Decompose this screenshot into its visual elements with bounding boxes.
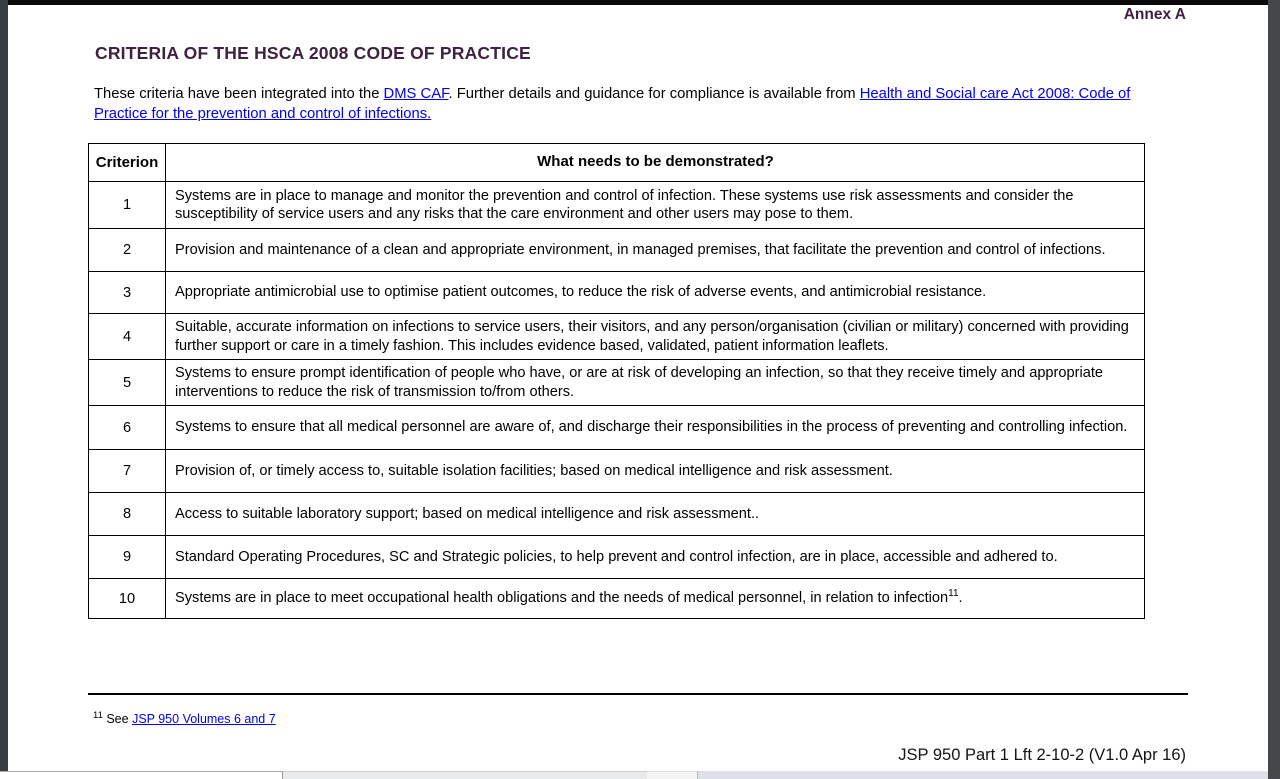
annex-label: Annex A — [1123, 6, 1186, 23]
viewer-top-border — [8, 0, 1268, 5]
document-page — [8, 5, 1268, 771]
intro-text-1: These criteria have been integrated into the — [94, 86, 384, 102]
viewer-right-border — [1268, 0, 1280, 779]
header-demonstrated: What needs to be demonstrated? — [166, 144, 1145, 182]
criterion-text-suffix: . — [958, 590, 963, 607]
criterion-text: Systems are in place to manage and monitor the prevention and control of infection. These systems use risk assessments and consider the susceptibility of service users and any risks that the care environment and other users may pose to them. — [166, 182, 1145, 229]
footnote-reference-marker: 11 — [948, 588, 959, 600]
taskbar-segment-4 — [697, 771, 1280, 779]
footnote-separator — [88, 693, 1188, 695]
table-row — [89, 182, 1145, 229]
criterion-number: 10 — [89, 579, 166, 619]
table-row — [89, 314, 1145, 360]
criterion-number: 6 — [89, 406, 166, 450]
criterion-text: Access to suitable laboratory support; based on medical intelligence and risk assessment.. — [166, 493, 1145, 536]
criterion-text: Systems to ensure that all medical personnel are aware of, and discharge their responsibilities in the process of preventing and controlling infection. — [166, 406, 1145, 450]
page-title: CRITERIA OF THE HSCA 2008 CODE OF PRACTICE — [95, 43, 531, 63]
criterion-number: 4 — [89, 314, 166, 360]
criterion-number: 9 — [89, 536, 166, 579]
jsp-950-volumes-link[interactable]: JSP 950 Volumes 6 and 7 — [132, 712, 276, 726]
table-row — [89, 229, 1145, 272]
criterion-text: Standard Operating Procedures, SC and Strategic policies, to help prevent and control infection, are in place, accessible and adhered to. — [166, 536, 1145, 579]
criterion-text-body: Systems are in place to meet occupational health obligations and the needs of medical personnel, in relation to infection — [175, 590, 949, 607]
footnote-text: See — [102, 712, 133, 726]
footnote-marker: 11 — [93, 709, 103, 721]
criterion-text — [166, 579, 1145, 619]
taskbar-segment-1 — [0, 771, 283, 779]
intro-paragraph — [94, 84, 1152, 124]
criterion-text: Provision and maintenance of a clean and appropriate environment, in managed premises, that facilitate the prevention and control of infections. — [166, 229, 1145, 272]
criterion-text: Systems to ensure prompt identification of people who have, or are at risk of developing an infection, so that they receive timely and appropriate interventions to reduce the risk of transmission to/from others. — [166, 360, 1145, 406]
viewer-left-border — [0, 0, 8, 771]
criterion-text: Provision of, or timely access to, suitable isolation facilities; based on medical intelligence and risk assessment. — [166, 450, 1145, 493]
criteria-table — [88, 143, 1145, 619]
table-row — [89, 579, 1145, 619]
taskbar-segment-2 — [283, 771, 647, 779]
header-criterion: Criterion — [89, 144, 166, 182]
table-row — [89, 406, 1145, 450]
table-row — [89, 450, 1145, 493]
table-row — [89, 360, 1145, 406]
table-row — [89, 493, 1145, 536]
criterion-number: 1 — [89, 182, 166, 229]
taskbar-edge — [0, 771, 1280, 779]
criterion-number: 8 — [89, 493, 166, 536]
criterion-number: 3 — [89, 272, 166, 314]
criterion-text: Appropriate antimicrobial use to optimise patient outcomes, to reduce the risk of adverse events, and antimicrobial resistance. — [166, 272, 1145, 314]
document-reference: JSP 950 Part 1 Lft 2-10-2 (V1.0 Apr 16) — [898, 746, 1186, 764]
dms-caf-link[interactable]: DMS CAF — [383, 86, 449, 102]
criterion-number: 2 — [89, 229, 166, 272]
intro-text-2: . Further details and guidance for compliance is available from — [448, 86, 860, 102]
criterion-text: Suitable, accurate information on infections to service users, their visitors, and any person/organisation (civilian or military) concerned with providing further support or care in a timely fashion. This includes evidence based, validated, patient information leaflets. — [166, 314, 1145, 360]
footnote — [93, 709, 276, 726]
table-row — [89, 536, 1145, 579]
table-header-row — [89, 144, 1145, 182]
criterion-number: 7 — [89, 450, 166, 493]
table-row — [89, 272, 1145, 314]
taskbar-segment-3 — [647, 771, 697, 779]
criterion-number: 5 — [89, 360, 166, 406]
hsca-code-of-practice-link[interactable]: Health and Social care Act 2008: Code of Practice for the prevention and control of infections. — [94, 86, 1131, 122]
